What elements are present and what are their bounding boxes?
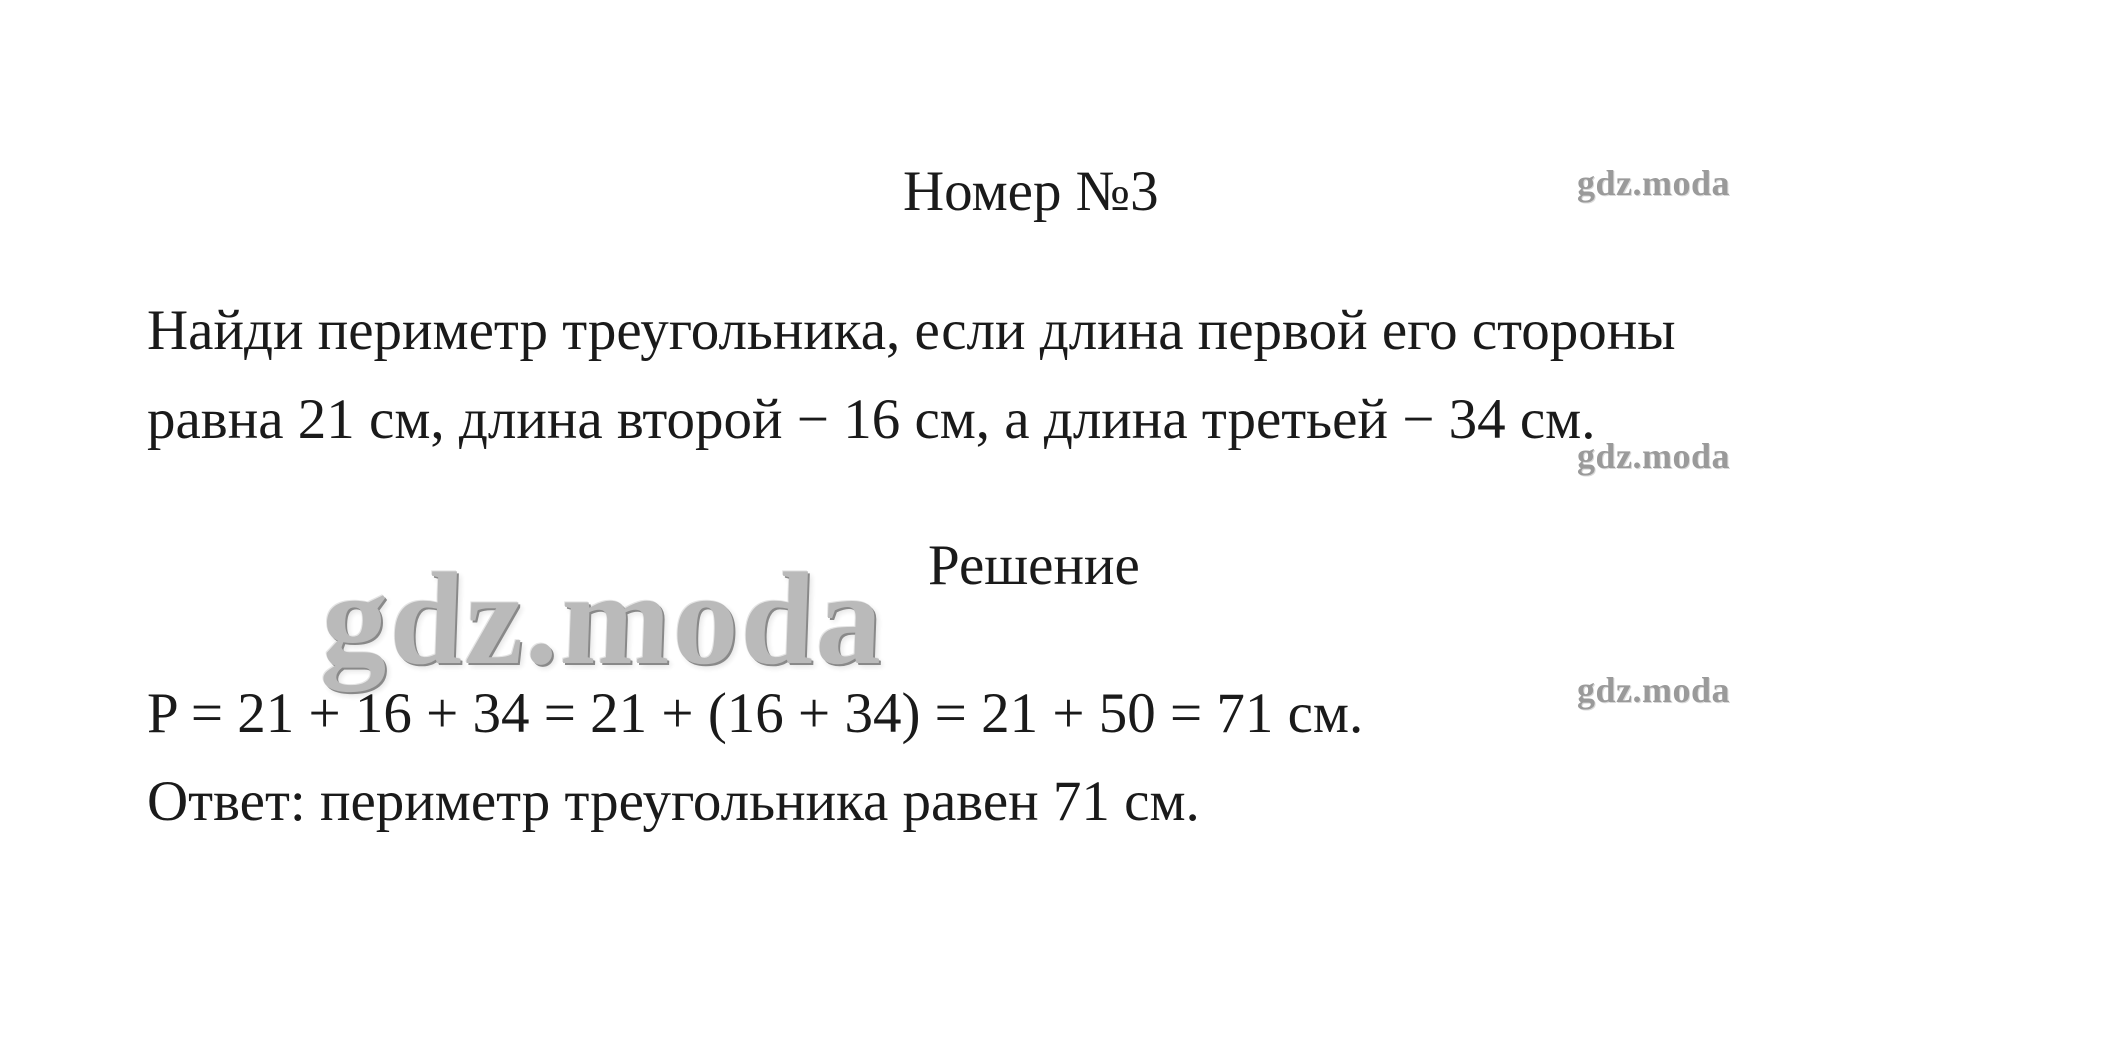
watermark-large: gdz.moda xyxy=(319,545,887,692)
watermark-small-top: gdz.moda xyxy=(1577,163,1731,203)
solution-heading: Решение xyxy=(928,534,1140,597)
watermark-small-middle: gdz.moda xyxy=(1577,436,1731,476)
solution-equation: P = 21 + 16 + 34 = 21 + (16 + 34) = 21 + 50 = 71 см. xyxy=(147,682,1364,745)
watermark-small-bottom: gdz.moda xyxy=(1577,670,1731,710)
problem-title: Номер №3 xyxy=(903,160,1159,223)
answer-line: Ответ: периметр треугольника равен 71 см. xyxy=(147,770,1200,833)
problem-statement-line-1: Найди периметр треугольника, если длина первой его стороны xyxy=(147,299,1676,362)
problem-statement-line-2: равна 21 см, длина второй − 16 см, а длина третьей − 34 см. xyxy=(147,388,1596,451)
